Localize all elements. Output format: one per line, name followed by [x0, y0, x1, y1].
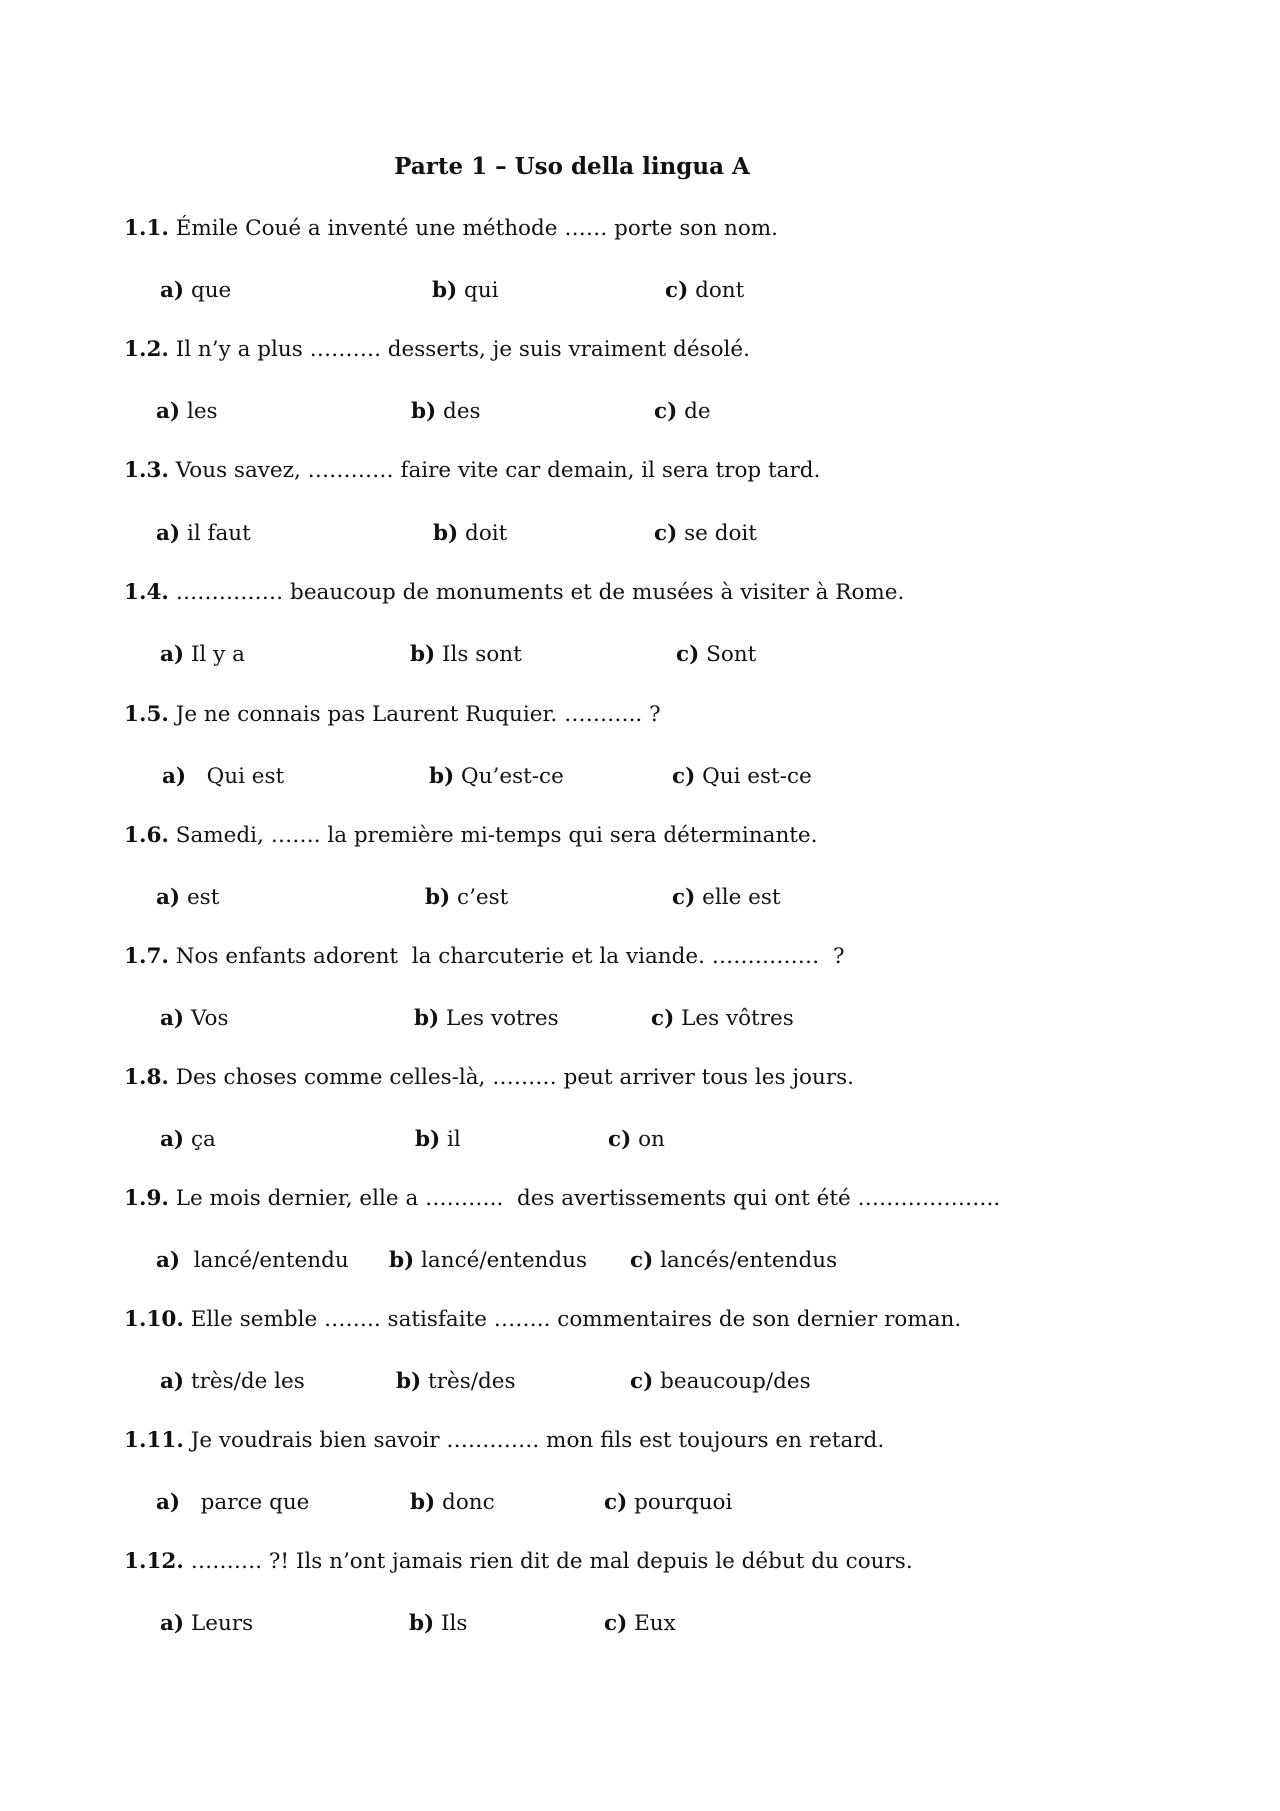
option-text: très/de les — [184, 1369, 305, 1394]
option-text: c’est — [450, 885, 509, 910]
question-number: 1.7. — [124, 944, 169, 969]
question-number: 1.11. — [124, 1428, 184, 1453]
question-1-1 — [124, 216, 778, 241]
option-1-2-a — [156, 399, 218, 424]
option-letter: c) — [654, 399, 678, 424]
option-1-8-c — [608, 1127, 665, 1152]
option-1-6-a — [156, 885, 219, 910]
option-1-12-b — [409, 1611, 467, 1636]
option-letter: c) — [676, 642, 700, 667]
option-letter: b) — [425, 885, 451, 910]
option-text: des — [436, 399, 481, 424]
option-text: ça — [184, 1127, 216, 1152]
option-letter: c) — [672, 885, 696, 910]
option-1-6-c — [672, 885, 781, 910]
option-text: lancé/entendus — [414, 1248, 588, 1273]
option-letter: b) — [415, 1127, 441, 1152]
question-1-4 — [124, 580, 904, 605]
option-text: Leurs — [184, 1611, 254, 1636]
question-text: Le mois dernier, elle a ……….. des avertissements qui ont été ……………….. — [168, 1186, 1001, 1211]
question-text: …………… beaucoup de monuments et de musées à visiter à Rome. — [168, 580, 905, 605]
option-1-10-a — [160, 1369, 305, 1394]
option-letter: b) — [429, 764, 455, 789]
question-number: 1.5. — [124, 702, 169, 727]
option-text: Qu’est-ce — [454, 764, 564, 789]
option-text: dont — [688, 278, 745, 303]
question-1-7 — [124, 944, 844, 969]
question-1-2 — [124, 337, 750, 362]
question-1-3 — [124, 458, 820, 483]
option-1-3-c — [654, 521, 757, 546]
option-letter: b) — [409, 1611, 435, 1636]
question-number: 1.10. — [124, 1307, 184, 1332]
option-1-2-c — [654, 399, 711, 424]
question-number: 1.9. — [124, 1186, 169, 1211]
option-text: que — [184, 278, 232, 303]
question-text: ………. ?! Ils n’ont jamais rien dit de mal depuis le début du cours. — [183, 1549, 913, 1574]
question-number: 1.4. — [124, 580, 169, 605]
option-letter: a) — [156, 885, 181, 910]
question-number: 1.6. — [124, 823, 169, 848]
question-1-5 — [124, 702, 661, 727]
option-text: se doit — [677, 521, 757, 546]
question-text: Je ne connais pas Laurent Ruquier. ……….. ? — [168, 702, 661, 727]
option-1-5-c — [672, 764, 812, 789]
option-1-2-b — [411, 399, 481, 424]
option-text: est — [180, 885, 220, 910]
option-text: lancé/entendu — [180, 1248, 349, 1273]
question-1-9 — [124, 1186, 1000, 1211]
option-1-8-a — [160, 1127, 216, 1152]
question-1-8 — [124, 1065, 854, 1090]
option-letter: c) — [665, 278, 689, 303]
option-text: Sont — [699, 642, 757, 667]
option-1-11-b — [410, 1490, 495, 1515]
option-1-4-c — [676, 642, 756, 667]
option-text: il — [440, 1127, 461, 1152]
option-text: les — [180, 399, 218, 424]
option-letter: c) — [672, 764, 696, 789]
option-text: Il y a — [184, 642, 245, 667]
option-letter: b) — [396, 1369, 422, 1394]
option-text: Qui est — [186, 764, 285, 789]
question-text: Elle semble …….. satisfaite …….. commentaires de son dernier roman. — [183, 1307, 962, 1332]
option-1-1-a — [160, 278, 231, 303]
option-text: Ils — [434, 1611, 468, 1636]
option-text: Vos — [184, 1006, 229, 1031]
page-title: Parte 1 – Uso della lingua A — [394, 153, 750, 180]
option-1-3-a — [156, 521, 251, 546]
option-text: pourquoi — [627, 1490, 733, 1515]
option-1-9-a — [156, 1248, 349, 1273]
option-letter: b) — [414, 1006, 440, 1031]
option-1-4-a — [160, 642, 245, 667]
option-letter: c) — [604, 1490, 628, 1515]
option-text: lancés/entendus — [653, 1248, 838, 1273]
option-1-9-b — [389, 1248, 587, 1273]
option-text: on — [631, 1127, 665, 1152]
question-1-6 — [124, 823, 818, 848]
question-number: 1.1. — [124, 216, 169, 241]
question-number: 1.2. — [124, 337, 169, 362]
option-letter: a) — [160, 1369, 185, 1394]
question-text: Nos enfants adorent la charcuterie et la viande. …………… ? — [168, 944, 845, 969]
option-letter: a) — [160, 278, 185, 303]
option-letter: a) — [160, 642, 185, 667]
option-text: très/des — [421, 1369, 516, 1394]
option-1-12-c — [604, 1611, 676, 1636]
option-text: parce que — [180, 1490, 310, 1515]
option-text: beaucoup/des — [653, 1369, 811, 1394]
option-text: Qui est-ce — [695, 764, 812, 789]
option-letter: b) — [410, 1490, 436, 1515]
option-1-5-b — [429, 764, 564, 789]
question-text: Émile Coué a inventé une méthode …… porte son nom. — [168, 216, 779, 241]
option-1-7-a — [160, 1006, 228, 1031]
option-letter: b) — [411, 399, 437, 424]
option-1-11-a — [156, 1490, 309, 1515]
option-letter: a) — [156, 521, 181, 546]
option-1-11-c — [604, 1490, 732, 1515]
option-text: Ils sont — [435, 642, 522, 667]
option-letter: a) — [162, 764, 187, 789]
option-letter: c) — [608, 1127, 632, 1152]
option-1-8-b — [415, 1127, 461, 1152]
option-text: donc — [435, 1490, 495, 1515]
option-letter: a) — [156, 1248, 181, 1273]
option-1-7-b — [414, 1006, 559, 1031]
option-letter: a) — [160, 1006, 185, 1031]
question-text: Des choses comme celles-là, ……… peut arriver tous les jours. — [168, 1065, 854, 1090]
option-letter: c) — [651, 1006, 675, 1031]
question-number: 1.12. — [124, 1549, 184, 1574]
option-letter: b) — [433, 521, 459, 546]
option-letter: c) — [604, 1611, 628, 1636]
option-1-1-b — [432, 278, 499, 303]
question-1-10 — [124, 1307, 961, 1332]
option-1-3-b — [433, 521, 507, 546]
option-1-10-c — [630, 1369, 811, 1394]
option-letter: a) — [156, 399, 181, 424]
option-text: Eux — [627, 1611, 676, 1636]
option-text: il faut — [180, 521, 251, 546]
option-letter: a) — [160, 1611, 185, 1636]
question-number: 1.3. — [124, 458, 169, 483]
question-text: Il n’y a plus ………. desserts, je suis vraiment désolé. — [168, 337, 750, 362]
option-text: doit — [458, 521, 508, 546]
option-letter: c) — [630, 1369, 654, 1394]
option-letter: a) — [156, 1490, 181, 1515]
question-text: Je voudrais bien savoir …………. mon fils est toujours en retard. — [183, 1428, 885, 1453]
option-letter: b) — [432, 278, 458, 303]
option-text: elle est — [695, 885, 781, 910]
option-1-12-a — [160, 1611, 253, 1636]
question-number: 1.8. — [124, 1065, 169, 1090]
option-1-10-b — [396, 1369, 516, 1394]
question-1-11 — [124, 1428, 884, 1453]
option-1-1-c — [665, 278, 744, 303]
option-1-4-b — [410, 642, 522, 667]
option-letter: c) — [654, 521, 678, 546]
option-1-5-a — [162, 764, 284, 789]
option-letter: a) — [160, 1127, 185, 1152]
option-1-6-b — [425, 885, 508, 910]
option-text: qui — [457, 278, 499, 303]
question-text: Vous savez, ………… faire vite car demain, il sera trop tard. — [168, 458, 821, 483]
option-text: de — [677, 399, 711, 424]
option-letter: b) — [410, 642, 436, 667]
question-text: Samedi, ……. la première mi-temps qui sera déterminante. — [168, 823, 818, 848]
option-1-7-c — [651, 1006, 794, 1031]
question-1-12 — [124, 1549, 913, 1574]
option-text: Les votres — [439, 1006, 559, 1031]
option-text: Les vôtres — [674, 1006, 794, 1031]
option-1-9-c — [630, 1248, 837, 1273]
option-letter: b) — [389, 1248, 415, 1273]
option-letter: c) — [630, 1248, 654, 1273]
